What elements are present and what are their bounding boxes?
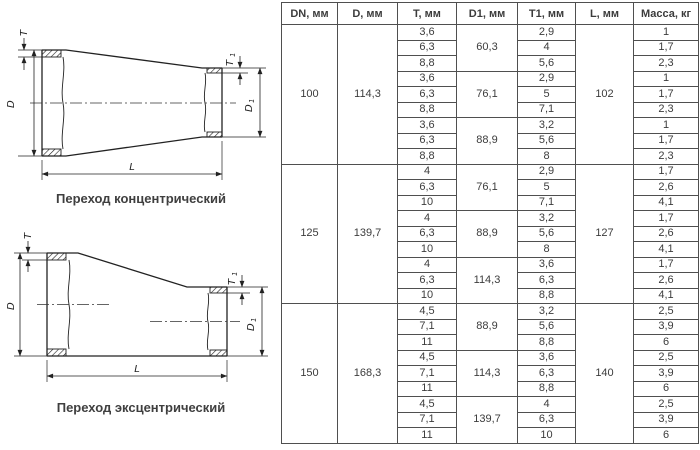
t1-cell: 8,8 xyxy=(518,288,576,304)
t-cell: 6,3 xyxy=(398,40,457,56)
mass-cell: 1,7 xyxy=(634,133,699,149)
mass-cell: 1,7 xyxy=(634,211,699,227)
t1-cell: 8,8 xyxy=(518,335,576,351)
t-cell: 11 xyxy=(398,335,457,351)
mass-cell: 2,3 xyxy=(634,102,699,118)
mass-cell: 4,1 xyxy=(634,288,699,304)
d1-cell: 88,9 xyxy=(457,211,518,258)
t1-cell: 6,3 xyxy=(518,273,576,289)
dim-label-T1-sub: 1 xyxy=(229,52,237,57)
header-d1: D1, мм xyxy=(457,3,518,25)
header-l: L, мм xyxy=(576,3,634,25)
t-cell: 6,3 xyxy=(398,133,457,149)
t1-cell: 7,1 xyxy=(518,195,576,211)
d1-cell: 139,7 xyxy=(457,397,518,444)
mass-cell: 2,3 xyxy=(634,149,699,165)
dim-label-D1-sub: 1 xyxy=(248,98,256,103)
mass-cell: 3,9 xyxy=(634,412,699,428)
t-cell: 10 xyxy=(398,288,457,304)
d-cell: 139,7 xyxy=(338,164,398,304)
t1-cell: 5,6 xyxy=(518,133,576,149)
mass-cell: 4,1 xyxy=(634,242,699,258)
t-cell: 6,3 xyxy=(398,226,457,242)
d-cell: 168,3 xyxy=(338,304,398,444)
dim-label-T: T xyxy=(19,29,30,36)
t1-cell: 6,3 xyxy=(518,412,576,428)
t1-cell: 2,9 xyxy=(518,71,576,87)
t-cell: 3,6 xyxy=(398,25,457,41)
weld-end-hatch xyxy=(42,149,61,156)
mass-cell: 1,7 xyxy=(634,40,699,56)
mass-cell: 2,3 xyxy=(634,56,699,72)
table-row xyxy=(282,164,699,180)
d1-cell: 76,1 xyxy=(457,164,518,211)
t1-cell: 8 xyxy=(518,149,576,165)
eccentric-caption: Переход эксцентрический xyxy=(56,400,226,415)
dim-label-L: L xyxy=(134,364,140,375)
t1-cell: 5,6 xyxy=(518,56,576,72)
dim-label-L: L xyxy=(129,162,135,173)
t-cell: 3,6 xyxy=(398,118,457,134)
t1-cell: 5,6 xyxy=(518,226,576,242)
t1-cell: 5,6 xyxy=(518,319,576,335)
l-cell: 127 xyxy=(576,164,634,304)
dim-label-D: D xyxy=(6,302,17,310)
mass-cell: 2,5 xyxy=(634,350,699,366)
t-cell: 10 xyxy=(398,195,457,211)
t1-cell: 3,2 xyxy=(518,304,576,320)
t1-cell: 5 xyxy=(518,180,576,196)
mass-cell: 6 xyxy=(634,428,699,444)
t1-cell: 2,9 xyxy=(518,25,576,41)
t-cell: 7,1 xyxy=(398,412,457,428)
weld-end-hatch xyxy=(42,50,61,57)
dn-cell: 125 xyxy=(282,164,338,304)
header-dn: DN, мм xyxy=(282,3,338,25)
d1-cell: 114,3 xyxy=(457,350,518,397)
weld-end-hatch xyxy=(210,287,227,293)
weld-end-hatch xyxy=(207,132,222,137)
weld-end-hatch xyxy=(47,349,66,356)
eccentric-reducer-drawing xyxy=(0,215,281,400)
mass-cell: 6 xyxy=(634,335,699,351)
header-mass: Масса, кг xyxy=(634,3,699,25)
dim-label-D1: D xyxy=(246,323,257,331)
mass-cell: 2,6 xyxy=(634,226,699,242)
d1-cell: 88,9 xyxy=(457,118,518,165)
t1-cell: 3,2 xyxy=(518,118,576,134)
d1-cell: 76,1 xyxy=(457,71,518,118)
t-cell: 6,3 xyxy=(398,180,457,196)
t-cell: 6,3 xyxy=(398,87,457,103)
t-cell: 4 xyxy=(398,257,457,273)
l-cell: 140 xyxy=(576,304,634,444)
header-d: D, мм xyxy=(338,3,398,25)
break-line xyxy=(62,57,64,149)
break-line xyxy=(207,293,208,350)
l-cell: 102 xyxy=(576,25,634,165)
t-cell: 8,8 xyxy=(398,149,457,165)
weld-end-hatch xyxy=(207,68,222,73)
t1-cell: 2,9 xyxy=(518,164,576,180)
t-cell: 11 xyxy=(398,381,457,397)
concentric-reducer-drawing xyxy=(0,0,281,190)
mass-cell: 3,9 xyxy=(634,319,699,335)
header-t1: T1, мм xyxy=(518,3,576,25)
table-row xyxy=(282,304,699,320)
t1-cell: 6,3 xyxy=(518,366,576,382)
t1-cell: 8 xyxy=(518,242,576,258)
t-cell: 4,5 xyxy=(398,304,457,320)
mass-cell: 3,9 xyxy=(634,366,699,382)
mass-cell: 2,5 xyxy=(634,304,699,320)
mass-cell: 2,5 xyxy=(634,397,699,413)
t1-cell: 5 xyxy=(518,87,576,103)
t-cell: 8,8 xyxy=(398,56,457,72)
t-cell: 8,8 xyxy=(398,102,457,118)
drawings-panel xyxy=(0,0,281,450)
t-cell: 7,1 xyxy=(398,319,457,335)
mass-cell: 1 xyxy=(634,71,699,87)
mass-cell: 1,7 xyxy=(634,257,699,273)
d1-cell: 88,9 xyxy=(457,304,518,351)
t-cell: 4,5 xyxy=(398,397,457,413)
dn-cell: 100 xyxy=(282,25,338,165)
header-t: T, мм xyxy=(398,3,457,25)
concentric-caption: Переход концентрический xyxy=(56,191,226,206)
mass-cell: 1 xyxy=(634,118,699,134)
t1-cell: 4 xyxy=(518,40,576,56)
dim-label-D1-sub: 1 xyxy=(250,317,258,322)
t-cell: 11 xyxy=(398,428,457,444)
t-cell: 6,3 xyxy=(398,273,457,289)
dim-label-T: T xyxy=(23,232,34,239)
break-line xyxy=(204,73,205,132)
spec-table-header-row xyxy=(282,3,699,25)
d1-cell: 60,3 xyxy=(457,25,518,72)
mass-cell: 1,7 xyxy=(634,87,699,103)
t1-cell: 8,8 xyxy=(518,381,576,397)
t-cell: 4,5 xyxy=(398,350,457,366)
weld-end-hatch xyxy=(210,350,227,356)
mass-cell: 4,1 xyxy=(634,195,699,211)
dim-label-D1: D xyxy=(244,104,255,112)
spec-table-wrap xyxy=(281,2,699,444)
mass-cell: 1,7 xyxy=(634,164,699,180)
dim-label-T1: T xyxy=(225,59,236,66)
dn-cell: 150 xyxy=(282,304,338,444)
extension-lines xyxy=(222,68,266,137)
mass-cell: 1 xyxy=(634,25,699,41)
t1-cell: 3,6 xyxy=(518,257,576,273)
t-cell: 3,6 xyxy=(398,71,457,87)
t-cell: 10 xyxy=(398,242,457,258)
t1-cell: 3,2 xyxy=(518,211,576,227)
mass-cell: 2,6 xyxy=(634,180,699,196)
dim-label-T1: T xyxy=(227,278,238,285)
dim-label-T1-sub: 1 xyxy=(231,271,239,276)
mass-cell: 6 xyxy=(634,381,699,397)
d-cell: 114,3 xyxy=(338,25,398,165)
t1-cell: 3,6 xyxy=(518,350,576,366)
d1-cell: 114,3 xyxy=(457,257,518,304)
spec-table xyxy=(281,2,699,444)
table-row xyxy=(282,25,699,41)
t1-cell: 10 xyxy=(518,428,576,444)
dim-label-D: D xyxy=(6,100,17,108)
weld-end-hatch xyxy=(47,253,66,260)
t1-cell: 7,1 xyxy=(518,102,576,118)
t-cell: 4 xyxy=(398,211,457,227)
mass-cell: 2,6 xyxy=(634,273,699,289)
t1-cell: 4 xyxy=(518,397,576,413)
t-cell: 7,1 xyxy=(398,366,457,382)
t-cell: 4 xyxy=(398,164,457,180)
